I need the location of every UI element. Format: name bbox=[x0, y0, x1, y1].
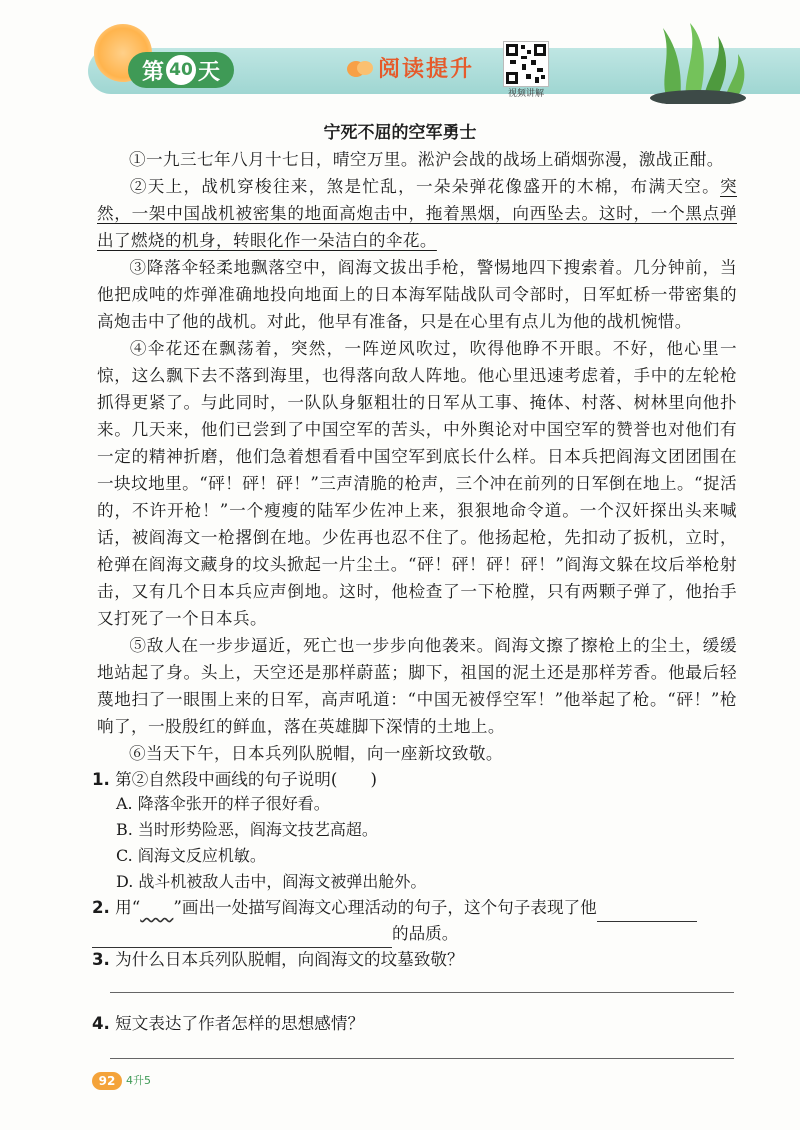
paragraph-6-text: ⑥当天下午，日本兵列队脱帽，向一座新坟致敬。 bbox=[129, 744, 503, 763]
paragraph-1 bbox=[97, 146, 737, 173]
option-b[interactable]: B. 当时形势险恶，阎海文技艺高超。 bbox=[116, 820, 378, 839]
question-2-line-2 bbox=[92, 920, 742, 948]
question-1-text[interactable]: 第②自然段中画线的句子说明( ) bbox=[115, 770, 377, 789]
day-badge bbox=[128, 52, 234, 88]
leaf-icon bbox=[346, 58, 374, 80]
paragraph-6 bbox=[97, 740, 737, 767]
question-3 bbox=[92, 946, 742, 973]
question-4-number: 4. bbox=[92, 1014, 110, 1033]
page-number: 92 bbox=[92, 1072, 122, 1090]
day-suffix: 天 bbox=[198, 59, 221, 85]
day-prefix: 第 bbox=[141, 59, 164, 85]
question-1 bbox=[92, 766, 742, 793]
qr-caption: 视频讲解 bbox=[507, 89, 544, 99]
qr-code-icon[interactable] bbox=[503, 41, 549, 87]
question-4 bbox=[92, 1010, 742, 1037]
day-number: 40 bbox=[166, 55, 196, 85]
question-2-text-a: 用“ bbox=[115, 898, 141, 917]
paragraph-5 bbox=[97, 632, 737, 740]
question-4-text: 短文表达了作者怎样的思想感情？ bbox=[115, 1014, 365, 1033]
paragraph-3 bbox=[97, 254, 737, 335]
answer-line-3[interactable] bbox=[110, 992, 734, 993]
paragraph-2-underlined: 突然，一架中国战机被密集的地面高炮击中，拖着黑烟，向西坠去。这时，一个黑点弹出了燃烧的机身，转眼化作一朵洁白的伞花。 bbox=[97, 177, 737, 250]
question-2-number: 2. bbox=[92, 898, 110, 917]
section-title: 阅读提升 bbox=[378, 57, 475, 82]
answer-line-4[interactable] bbox=[110, 1058, 734, 1059]
question-1-number: 1. bbox=[92, 770, 110, 789]
question-3-number: 3. bbox=[92, 950, 110, 969]
paragraph-4 bbox=[97, 335, 737, 632]
seaweed-illustration bbox=[628, 18, 778, 104]
option-c[interactable]: C. 阎海文反应机敏。 bbox=[116, 846, 266, 865]
answer-blank-1[interactable] bbox=[597, 894, 697, 922]
question-2-text-c: 的品质。 bbox=[392, 924, 459, 943]
paragraph-2 bbox=[97, 173, 737, 254]
option-d[interactable]: D. 战斗机被敌人击中，阎海文被弹出舱外。 bbox=[116, 872, 427, 891]
question-2-text-b: ”画出一处描写阎海文心理活动的句子，这个句子表现了他 bbox=[173, 898, 597, 917]
paragraph-3-text: ③降落伞轻柔地飘落空中，阎海文拔出手枪，警惕地四下搜索着。几分钟前，当他把成吨的炸弹准确地投向地面上的日本海军陆战队司令部时，日军虹桥一带密集的高炮击中了他的战机。对此，他早有准备，只是在心里有点儿为他的战机惋惜。 bbox=[97, 258, 737, 331]
paragraph-4-text: ④伞花还在飘荡着，突然，一阵逆风吹过，吹得他睁不开眼。不好，他心里一惊，这么飘下去不落到海里，也得落向敌人阵地。他心里迅速考虑着，手中的左轮枪抓得更紧了。与此同时，一队队身躯粗壮的日军从工事、掩体、村落、树林里向他扑来。几天来，他们已尝到了中国空军的苦头，中外舆论对中国空军的赞誉也对他们有一定的精神折磨，他们急着想看看中国空军到底长什么样。日本兵把阎海文团团围在一块坟地里。“砰！砰！砰！”三声清脆的枪声，三个冲在前列的日军倒在地上。“捉活的，不许开枪！”一个瘦瘦的陆军少佐冲上来，狠狠地命令道。一个汉奸探出头来喊话，被阎海文一枪撂倒在地。少佐再也忍不住了。他扬起枪，先扣动了扳机，立时，枪弹在阎海文藏身的坟头掀起一片尘土。“砰！砰！砰！砰！”阎海文躲在坟后举枪射击，又有几个日本兵应声倒地。这时，他检查了一下枪膛，只有两颗子弹了，他抬手又打死了一个日本兵。 bbox=[97, 339, 737, 628]
grade-label: 4升5 bbox=[126, 1074, 151, 1087]
answer-blank-2[interactable] bbox=[92, 920, 392, 948]
question-3-text: 为什么日本兵列队脱帽，向阎海文的坟墓致敬？ bbox=[115, 950, 464, 969]
paragraph-1-text: ①一九三七年八月十七日，晴空万里。淞沪会战的战场上硝烟弥漫，激战正酣。 bbox=[129, 150, 724, 169]
paragraph-2-text: ②天上，战机穿梭往来，煞是忙乱，一朵朵弹花像盛开的木棉，布满天空。 bbox=[129, 177, 720, 196]
option-a[interactable]: A. 降落伞张开的样子很好看。 bbox=[116, 794, 330, 813]
question-2 bbox=[92, 894, 742, 922]
article-title: 宁死不屈的空军勇士 bbox=[323, 123, 477, 143]
wavy-line-mark bbox=[140, 898, 173, 917]
paragraph-5-text: ⑤敌人在一步步逼近，死亡也一步步向他袭来。阎海文擦了擦枪上的尘土，缓缓地站起了身。头上，天空还是那样蔚蓝；脚下，祖国的泥土还是那样芳香。他最后轻蔑地扫了一眼围上来的日军，高声吼道：“中国无被俘空军！”他举起了枪。“砰！”枪响了，一股殷红的鲜血，落在英雄脚下深情的土地上。 bbox=[97, 636, 737, 736]
